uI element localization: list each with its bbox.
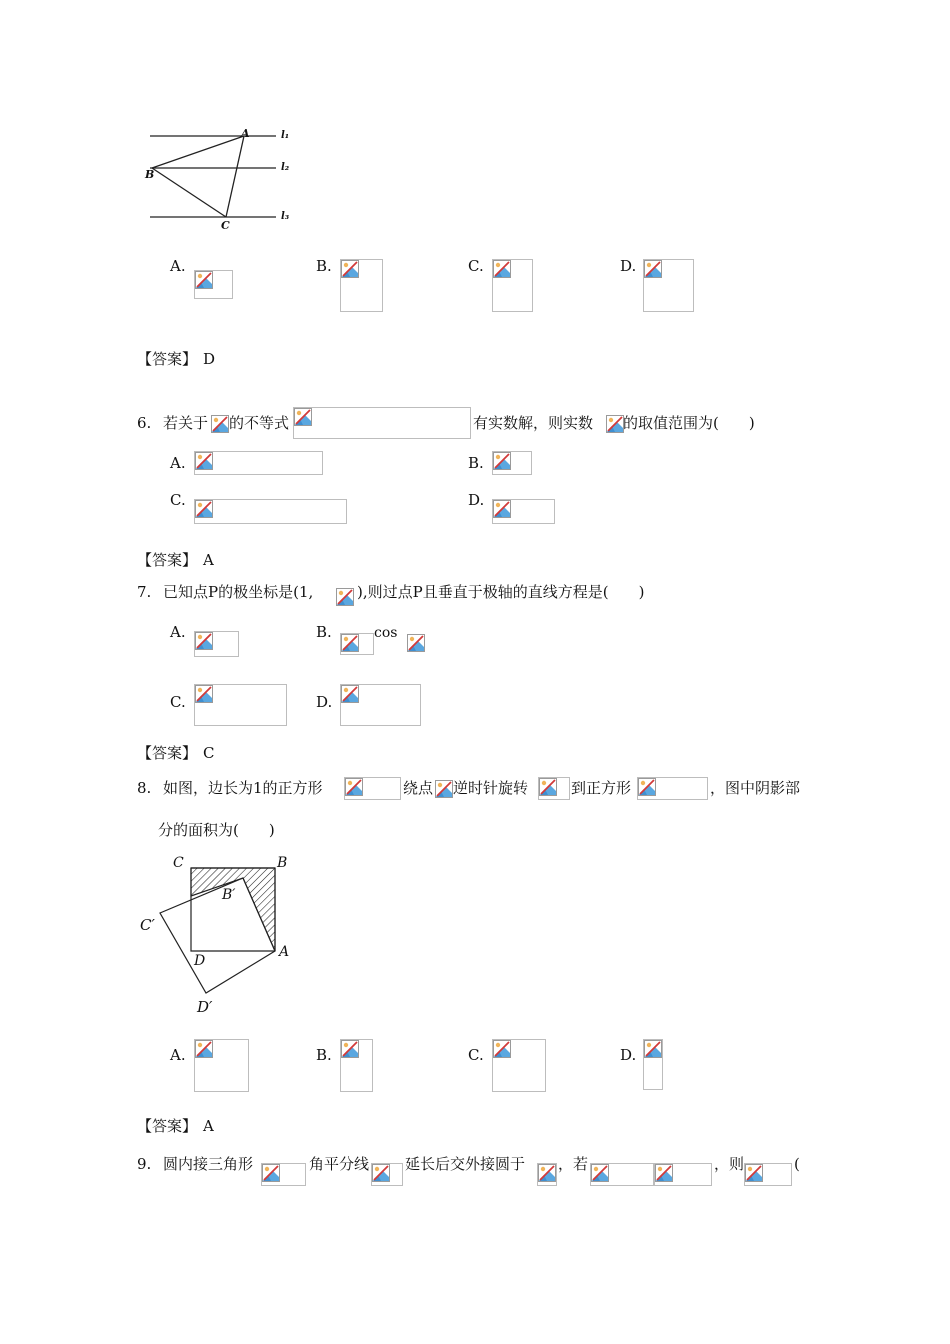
broken-image-icon (336, 588, 354, 606)
q7-option-d-label: D. (316, 693, 333, 711)
fig1-label-c: C (221, 219, 230, 232)
q7-option-b-text: cos (374, 625, 398, 641)
parallel-lines-figure (140, 128, 300, 236)
broken-image-icon (294, 408, 312, 426)
rotated-square-figure (130, 850, 310, 1020)
q7-option-c-label: C. (170, 693, 186, 711)
broken-image-icon (606, 415, 624, 433)
broken-image-icon (195, 452, 213, 470)
q8-text-4: 到正方形 (571, 779, 632, 797)
q8-text-5: ，图中阴影部 (710, 779, 801, 797)
q6-text-2: 的不等式 (229, 414, 290, 432)
broken-image-icon (407, 634, 425, 652)
broken-image-icon (435, 780, 453, 798)
broken-image-icon (493, 1040, 511, 1058)
q8-text-3: 逆时针旋转 (453, 779, 529, 797)
broken-image-icon (591, 1164, 609, 1182)
q6-text-3: 有实数解，则实数 (473, 414, 594, 432)
q6-inequality-image (293, 407, 471, 439)
fig1-label-l1: l₁ (281, 130, 290, 141)
q8-text-6: 分的面积为( ) (158, 821, 275, 839)
q5-option-c-label: C. (468, 257, 484, 275)
broken-image-icon (372, 1164, 390, 1182)
broken-image-icon (195, 632, 213, 650)
q6-option-a-image (194, 451, 323, 475)
q5-answer: D (203, 350, 216, 368)
broken-image-icon (745, 1164, 763, 1182)
q7-option-b-label: B. (316, 623, 332, 641)
q8-answer: A (203, 1117, 214, 1135)
broken-image-icon (341, 1040, 359, 1058)
fig1-label-a: A (241, 127, 250, 140)
q8-option-c-label: C. (468, 1046, 484, 1064)
q6-answer-tag: 【答案】 (137, 551, 198, 569)
fig2-label-d: D (194, 953, 206, 969)
q9-text-4: ，若 (558, 1155, 589, 1173)
broken-image-icon (539, 778, 557, 796)
q7-option-a-label: A. (170, 623, 186, 641)
broken-image-icon (345, 778, 363, 796)
broken-image-icon (493, 260, 511, 278)
fig1-label-l2: l₂ (281, 162, 290, 173)
fig2-label-b: B (277, 855, 288, 871)
broken-image-icon (538, 1164, 556, 1182)
q6-option-d-label: D. (468, 491, 485, 509)
broken-image-icon (341, 634, 359, 652)
q8-option-d-label: D. (620, 1046, 637, 1064)
fig2-label-c-prime: C′ (140, 916, 155, 934)
q9-text-1: 圆内接三角形 (163, 1155, 254, 1173)
q6-option-b-label: B. (468, 454, 484, 472)
q6-number: 6. (137, 414, 152, 432)
q6-text-1: 若关于 (163, 414, 209, 432)
broken-image-icon (644, 1040, 662, 1058)
q6-option-c-label: C. (170, 491, 186, 509)
q7-answer: C (203, 744, 215, 762)
broken-image-icon (341, 685, 359, 703)
q5-option-b-label: B. (316, 257, 332, 275)
fig2-label-a: A (279, 944, 290, 960)
broken-image-icon (195, 271, 213, 289)
broken-image-icon (195, 1040, 213, 1058)
broken-image-icon (655, 1164, 673, 1182)
fig1-label-l3: l₃ (281, 211, 290, 222)
q7-text-1: 已知点P的极坐标是(1, (163, 583, 314, 601)
broken-image-icon (211, 415, 229, 433)
fig2-label-c: C (173, 855, 184, 871)
broken-image-icon (195, 685, 213, 703)
q6-option-c-image (194, 499, 347, 524)
broken-image-icon (195, 500, 213, 518)
q8-option-b-label: B. (316, 1046, 332, 1064)
q9-text-3: 延长后交外接圆于 (405, 1155, 526, 1173)
q7-answer-tag: 【答案】 (137, 744, 198, 762)
q6-option-a-label: A. (170, 454, 186, 472)
broken-image-icon (341, 260, 359, 278)
q9-number: 9. (137, 1155, 152, 1173)
q5-answer-tag: 【答案】 (137, 350, 198, 368)
q9-text-2: 角平分线 (309, 1155, 370, 1173)
broken-image-icon (638, 778, 656, 796)
q9-text-5: ，则 (714, 1155, 745, 1173)
broken-image-icon (493, 500, 511, 518)
q8-text-1: 如图，边长为1的正方形 (163, 779, 323, 797)
q7-number: 7. (137, 583, 152, 601)
broken-image-icon (493, 452, 511, 470)
q5-option-d-label: D. (620, 257, 637, 275)
q6-answer: A (203, 551, 214, 569)
q8-option-a-label: A. (170, 1046, 186, 1064)
q5-option-a-label: A. (170, 257, 186, 275)
broken-image-icon (262, 1164, 280, 1182)
fig2-label-d-prime: D′ (197, 998, 213, 1016)
q8-text-2: 绕点 (403, 779, 434, 797)
fig1-label-b: B (145, 168, 155, 181)
q7-text-2: ),则过点P且垂直于极轴的直线方程是( ) (357, 583, 645, 601)
fig2-label-b-prime: B′ (222, 887, 236, 903)
broken-image-icon (644, 260, 662, 278)
q8-number: 8. (137, 779, 152, 797)
q9-text-6: ( (794, 1155, 800, 1173)
q8-answer-tag: 【答案】 (137, 1117, 198, 1135)
q6-text-4: 的取值范围为( ) (623, 414, 755, 432)
